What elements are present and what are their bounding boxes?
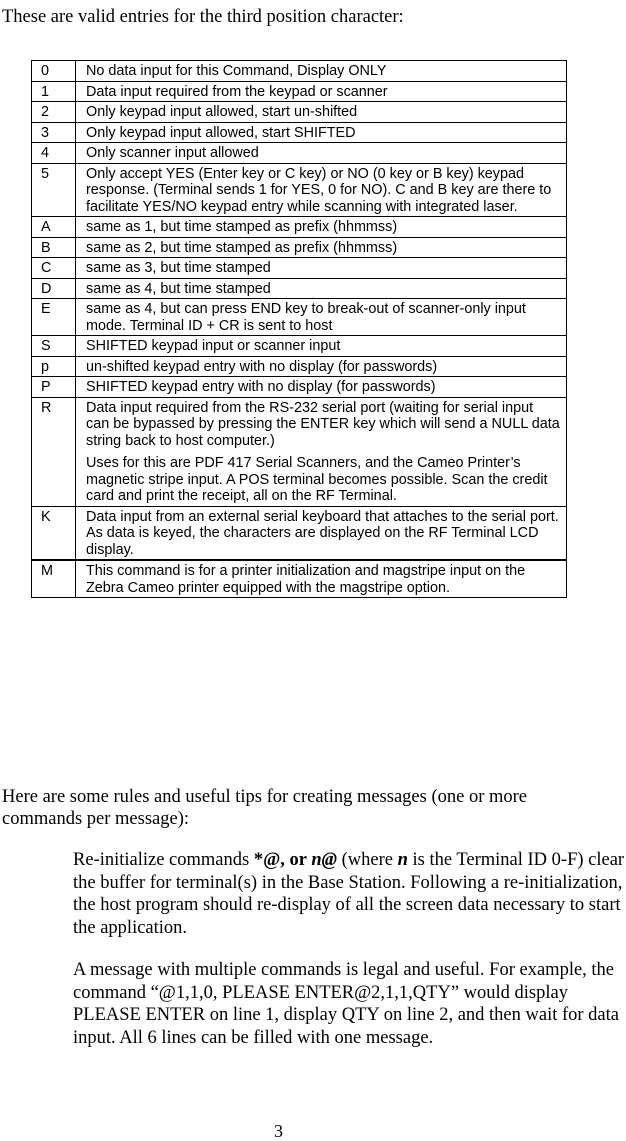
code-cell: S [32,336,76,357]
code-cell: 3 [32,122,76,143]
intro-heading: These are valid entries for the third position character: [2,7,404,27]
table-row [32,336,567,357]
code-cell: 0 [32,61,76,82]
codes-table-body [32,61,567,598]
table-row [32,356,567,377]
code-cell: E [32,299,76,336]
tip1-command-2: n@ [311,850,337,870]
description-cell [76,258,567,279]
description-text: Uses for this are PDF 417 Serial Scanners, and the Cameo Printer’s magnetic stripe input. A POS terminal becomes possible. Scan the credit card and print the receipt, all on the RF Terminal. [86,455,548,504]
table-row [32,122,567,143]
description-text: same as 1, but time stamped as prefix (hhmmss) [86,219,398,235]
description-cell [76,560,567,598]
tip-multiple-commands: A message with multiple commands is legal and useful. For example, the command “@1,1,0, PLEASE ENTER@2,1,1,QTY” would display PLEASE ENTER on line 1, display QTY on line 2, and then wait for data input. All 6 lines can be filled with one message. [73,960,619,1048]
table-row [32,560,567,598]
description-cell [76,81,567,102]
table-row [32,81,567,102]
description-text: SHIFTED keypad entry with no display (for passwords) [86,379,436,395]
code-cell: B [32,237,76,258]
description-text: SHIFTED keypad input or scanner input [86,338,341,354]
description-cell [76,506,567,560]
code-cell: 2 [32,102,76,123]
description-text: Data input from an external serial keyboard that attaches to the serial port. As data is keyed, the characters are displayed on the RF Terminal LCD display. [86,508,559,558]
description-cell [76,336,567,357]
description-cell [76,61,567,82]
tip1-text-3: is the Terminal ID 0-F) clear the buffer for terminal(s) in the Base Station. Following a re-initialization, the host program should re-display of all the screen data necessary to start the application. [73,850,625,938]
code-cell: 5 [32,163,76,217]
description-cell [76,356,567,377]
description-text: Data input required from the RS-232 serial port (waiting for serial input can be bypassed by pressing the ENTER key which will send a NULL data string back to host computer.) [86,399,560,449]
table-row [32,506,567,560]
rules-intro-paragraph: Here are some rules and useful tips for creating messages (one or more commands per message): [2,787,528,829]
description-text: Data input required from the keypad or scanner [86,83,388,100]
tip1-command-1: *@, or [253,850,312,870]
code-cell: P [32,377,76,398]
table-row [32,237,567,258]
code-cell: M [32,560,76,598]
description-text: No data input for this Command, Display ONLY [86,63,387,79]
description-cell [76,377,567,398]
description-text: This command is for a printer initialization and magstripe input on the Zebra Cameo printer equipped with the magstripe option. [86,563,526,596]
description-text: Only scanner input allowed [86,145,259,161]
code-cell: A [32,217,76,238]
description-text: Only keypad input allowed, start un-shifted [86,104,358,120]
description-text: same as 4, but can press END key to break-out of scanner-only input mode. Terminal ID + CR is sent to host [86,301,526,334]
tip1-text-1: Re-initialize commands [73,850,254,870]
tip1-n-variable: n [397,850,408,870]
code-cell: K [32,506,76,560]
code-cell: D [32,278,76,299]
tip-reinitialize [73,849,626,939]
table-row [32,397,567,506]
description-text: Only keypad input allowed, start SHIFTED [86,124,356,141]
description-text: un-shifted keypad entry with no display (for passwords) [86,358,438,375]
description-text: same as 3, but time stamped [86,260,271,276]
third-position-codes-table [31,60,567,598]
code-cell: 4 [32,143,76,164]
table-row [32,258,567,279]
table-row [32,377,567,398]
table-row [32,102,567,123]
description-text: same as 2, but time stamped as prefix (hhmmss) [86,239,398,256]
description-cell [76,397,567,506]
description-cell [76,237,567,258]
description-text: Only accept YES (Enter key or C key) or NO (0 key or B key) keypad response. (Terminal sends 1 for YES, 0 for NO). C and B key are there to facilitate YES/NO keypad entry while scanning with integrated laser. [86,165,552,215]
table-row [32,299,567,336]
table-row [32,143,567,164]
description-cell [76,102,567,123]
code-cell: C [32,258,76,279]
code-cell: p [32,356,76,377]
code-cell: R [32,397,76,506]
description-cell [76,163,567,217]
table-row [32,217,567,238]
description-cell [76,143,567,164]
table-row [32,163,567,217]
description-cell [76,217,567,238]
description-cell [76,299,567,336]
table-row [32,278,567,299]
tip1-text-2: (where [337,850,398,870]
description-text: same as 4, but time stamped [86,280,271,297]
description-cell [76,122,567,143]
table-row [32,61,567,82]
description-cell [76,278,567,299]
page-number: 3 [274,1121,283,1141]
code-cell: 1 [32,81,76,102]
